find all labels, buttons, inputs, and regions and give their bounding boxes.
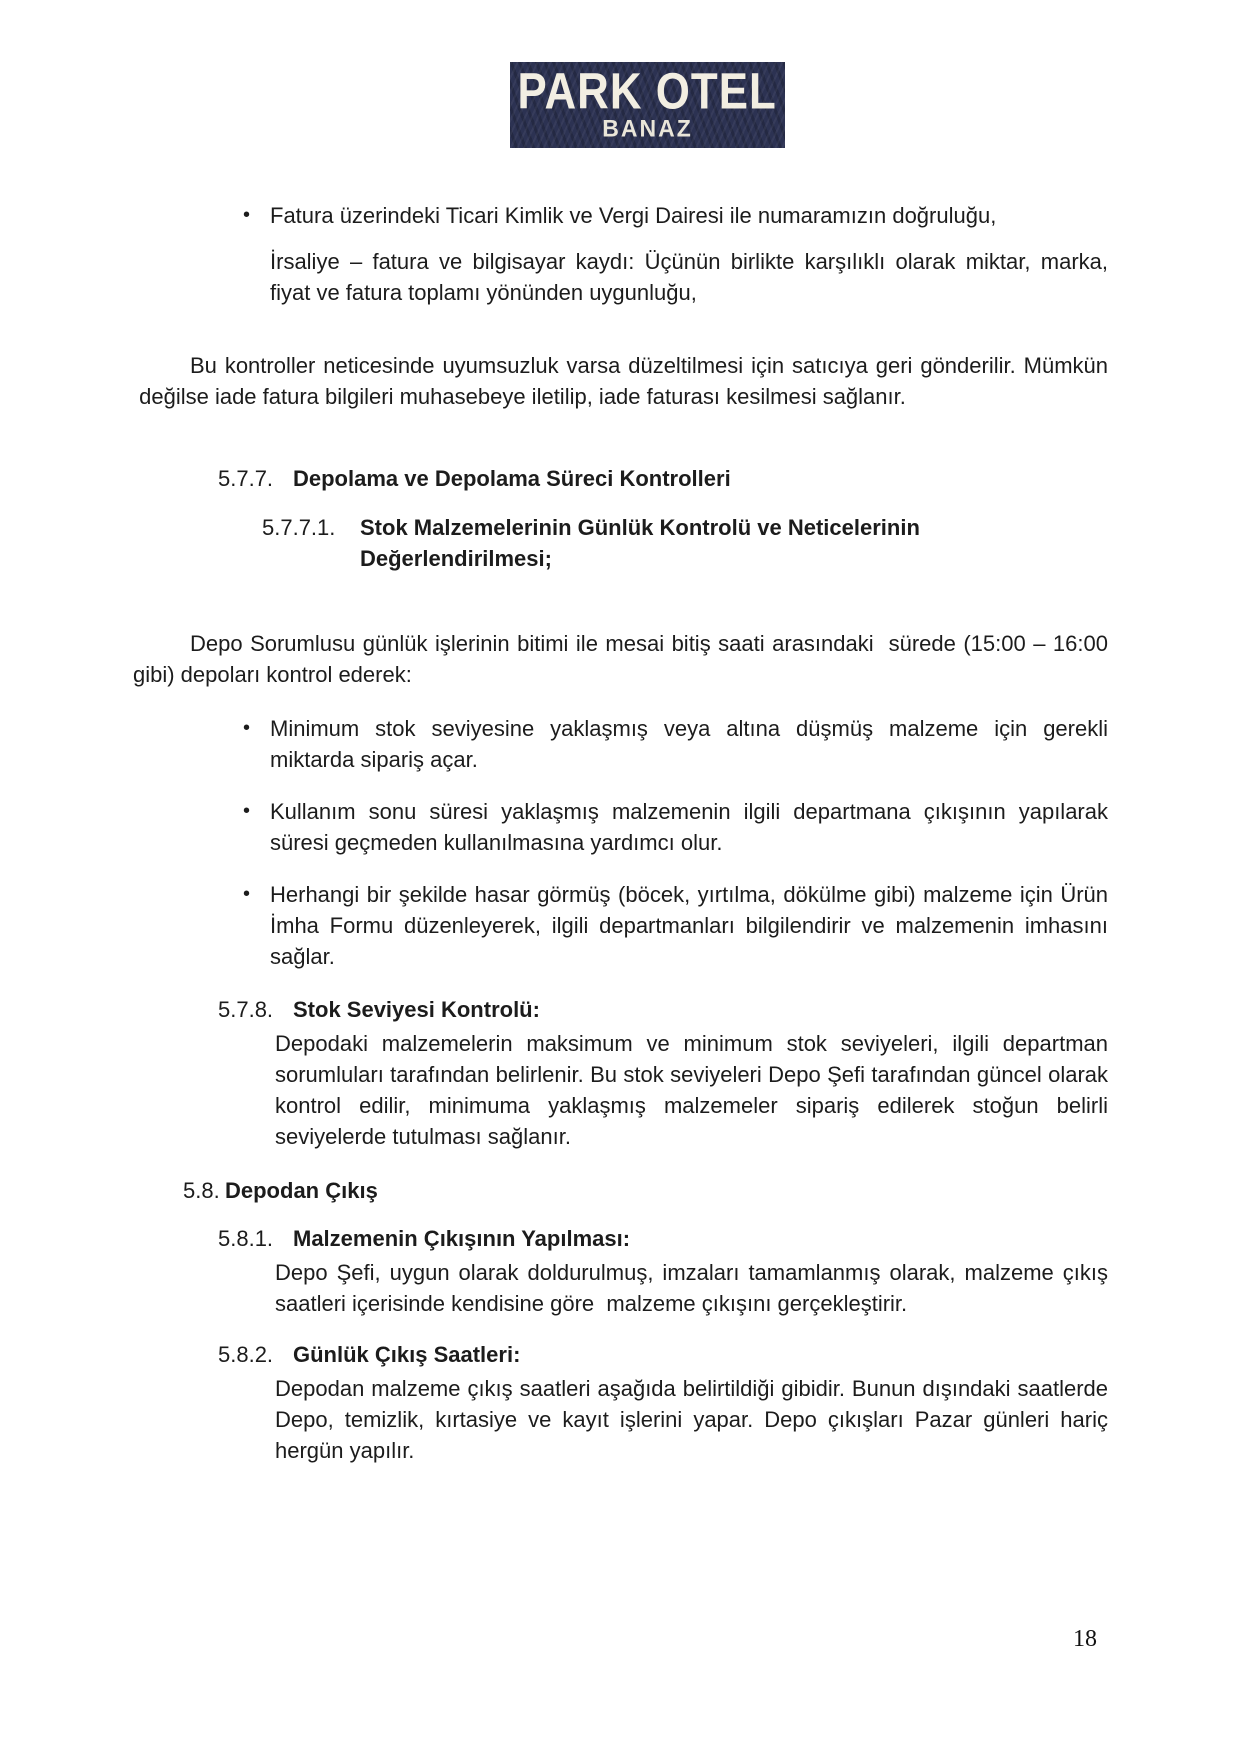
section-title: Stok Seviyesi Kontrolü: [293,997,540,1022]
list-item [243,796,1108,858]
list-item-text: Minimum stok seviyesine yaklaşmış veya altına düşmüş malzeme için gerekli miktarda sipariş açar. [270,716,1108,772]
section-title: Stok Malzemelerinin Günlük Kontrolü ve Neticelerinin Değerlendirilmesi; [360,515,920,571]
logo-subtitle: BANAZ [602,113,693,142]
section-5-8-heading [183,1175,1108,1206]
section-5-7-7-heading [218,463,1108,494]
section-5-7-7-1-heading [262,512,1108,574]
section-number: 5.8.2. [218,1342,274,1367]
exit-hours-body-paragraph: Depodan malzeme çıkış saatleri aşağıda belirtildiği gibidir. Bunun dışındaki saatlerde Depo, temizlik, kırtasiye ve kayıt işlerini yapar. Depo çıkışları Pazar günleri hariç hergün yapılır. [275,1376,1108,1463]
section-number: 5.7.7. [218,466,274,491]
list-item [243,713,1108,775]
list-item [243,879,1108,972]
section-title: Depodan Çıkış [225,1178,378,1203]
section-title: Günlük Çıkış Saatleri: [293,1342,521,1367]
depot-responsible-paragraph: Depo Sorumlusu günlük işlerinin bitimi ile mesai bitiş saati arasındaki sürede (15:00 – 16:00 gibi) depoları kontrol ederek: [133,631,1108,687]
bullet-icon: • [243,717,251,739]
section-number: 5.7.7.1. [262,515,336,540]
intro-bullet-item [243,200,1108,231]
intro-bullet-text: Fatura üzerindeki Ticari Kimlik ve Vergi Dairesi ile numaramızın doğruluğu, [270,203,997,228]
bullet-icon: • [243,800,251,822]
bullet-icon: • [243,883,251,905]
section-number: 5.8.1. [218,1226,274,1251]
park-otel-logo [510,62,785,148]
section-title: Malzemenin Çıkışının Yapılması: [293,1226,631,1251]
list-item-text: Kullanım sonu süresi yaklaşmış malzemenin ilgili departmana çıkışının yapılarak süresi geçmeden kullanılmasına yardımcı olur. [270,799,1108,855]
stock-level-body-paragraph: Depodaki malzemelerin maksimum ve minimum stok seviyeleri, ilgili departman sorumluları tarafından belirlenir. Bu stok seviyeleri Depo Şefi tarafından güncel olarak kontrol edilir, minimuma yaklaşmış malzemeler sipariş edilerek stoğun belirli seviyelerde tutulması sağlanır. [275,1031,1108,1149]
invoice-check-subparagraph: İrsaliye – fatura ve bilgisayar kaydı: Üçünün birlikte karşılıklı olarak miktar, marka, fiyat ve fatura toplamı yönünden uygunluğu, [270,249,1108,305]
section-5-7-8-heading [218,994,1108,1025]
section-5-8-1-heading [218,1223,1108,1254]
section-number: 5.7.8. [218,997,274,1022]
section-number: 5.8. [183,1178,220,1203]
section-title: Depolama ve Depolama Süreci Kontrolleri [293,466,731,491]
page-number: 18 [1073,1626,1097,1652]
daily-control-bullet-list [133,713,1108,972]
material-exit-body-paragraph: Depo Şefi, uygun olarak doldurulmuş, imzaları tamamlanmış olarak, malzeme çıkış saatleri içerisinde kendisine göre malzeme çıkışını gerçekleştirir. [275,1260,1108,1316]
section-5-8-2-heading [218,1339,1108,1370]
list-item-text: Herhangi bir şekilde hasar görmüş (böcek, yırtılma, dökülme gibi) malzeme için Ürün İmha Formu düzenleyerek, ilgili departmanları bilgilendirir ve malzemenin imhasını sağlar. [270,882,1108,969]
controls-result-paragraph: Bu kontroller neticesinde uyumsuzluk varsa düzeltilmesi için satıcıya geri gönderilir. Mümkün değilse iade fatura bilgileri muhasebeye iletilip, iade faturası kesilmesi sağlanır. [133,353,1108,409]
bullet-icon: • [243,204,251,226]
logo-title: PARK OTEL [517,63,778,120]
